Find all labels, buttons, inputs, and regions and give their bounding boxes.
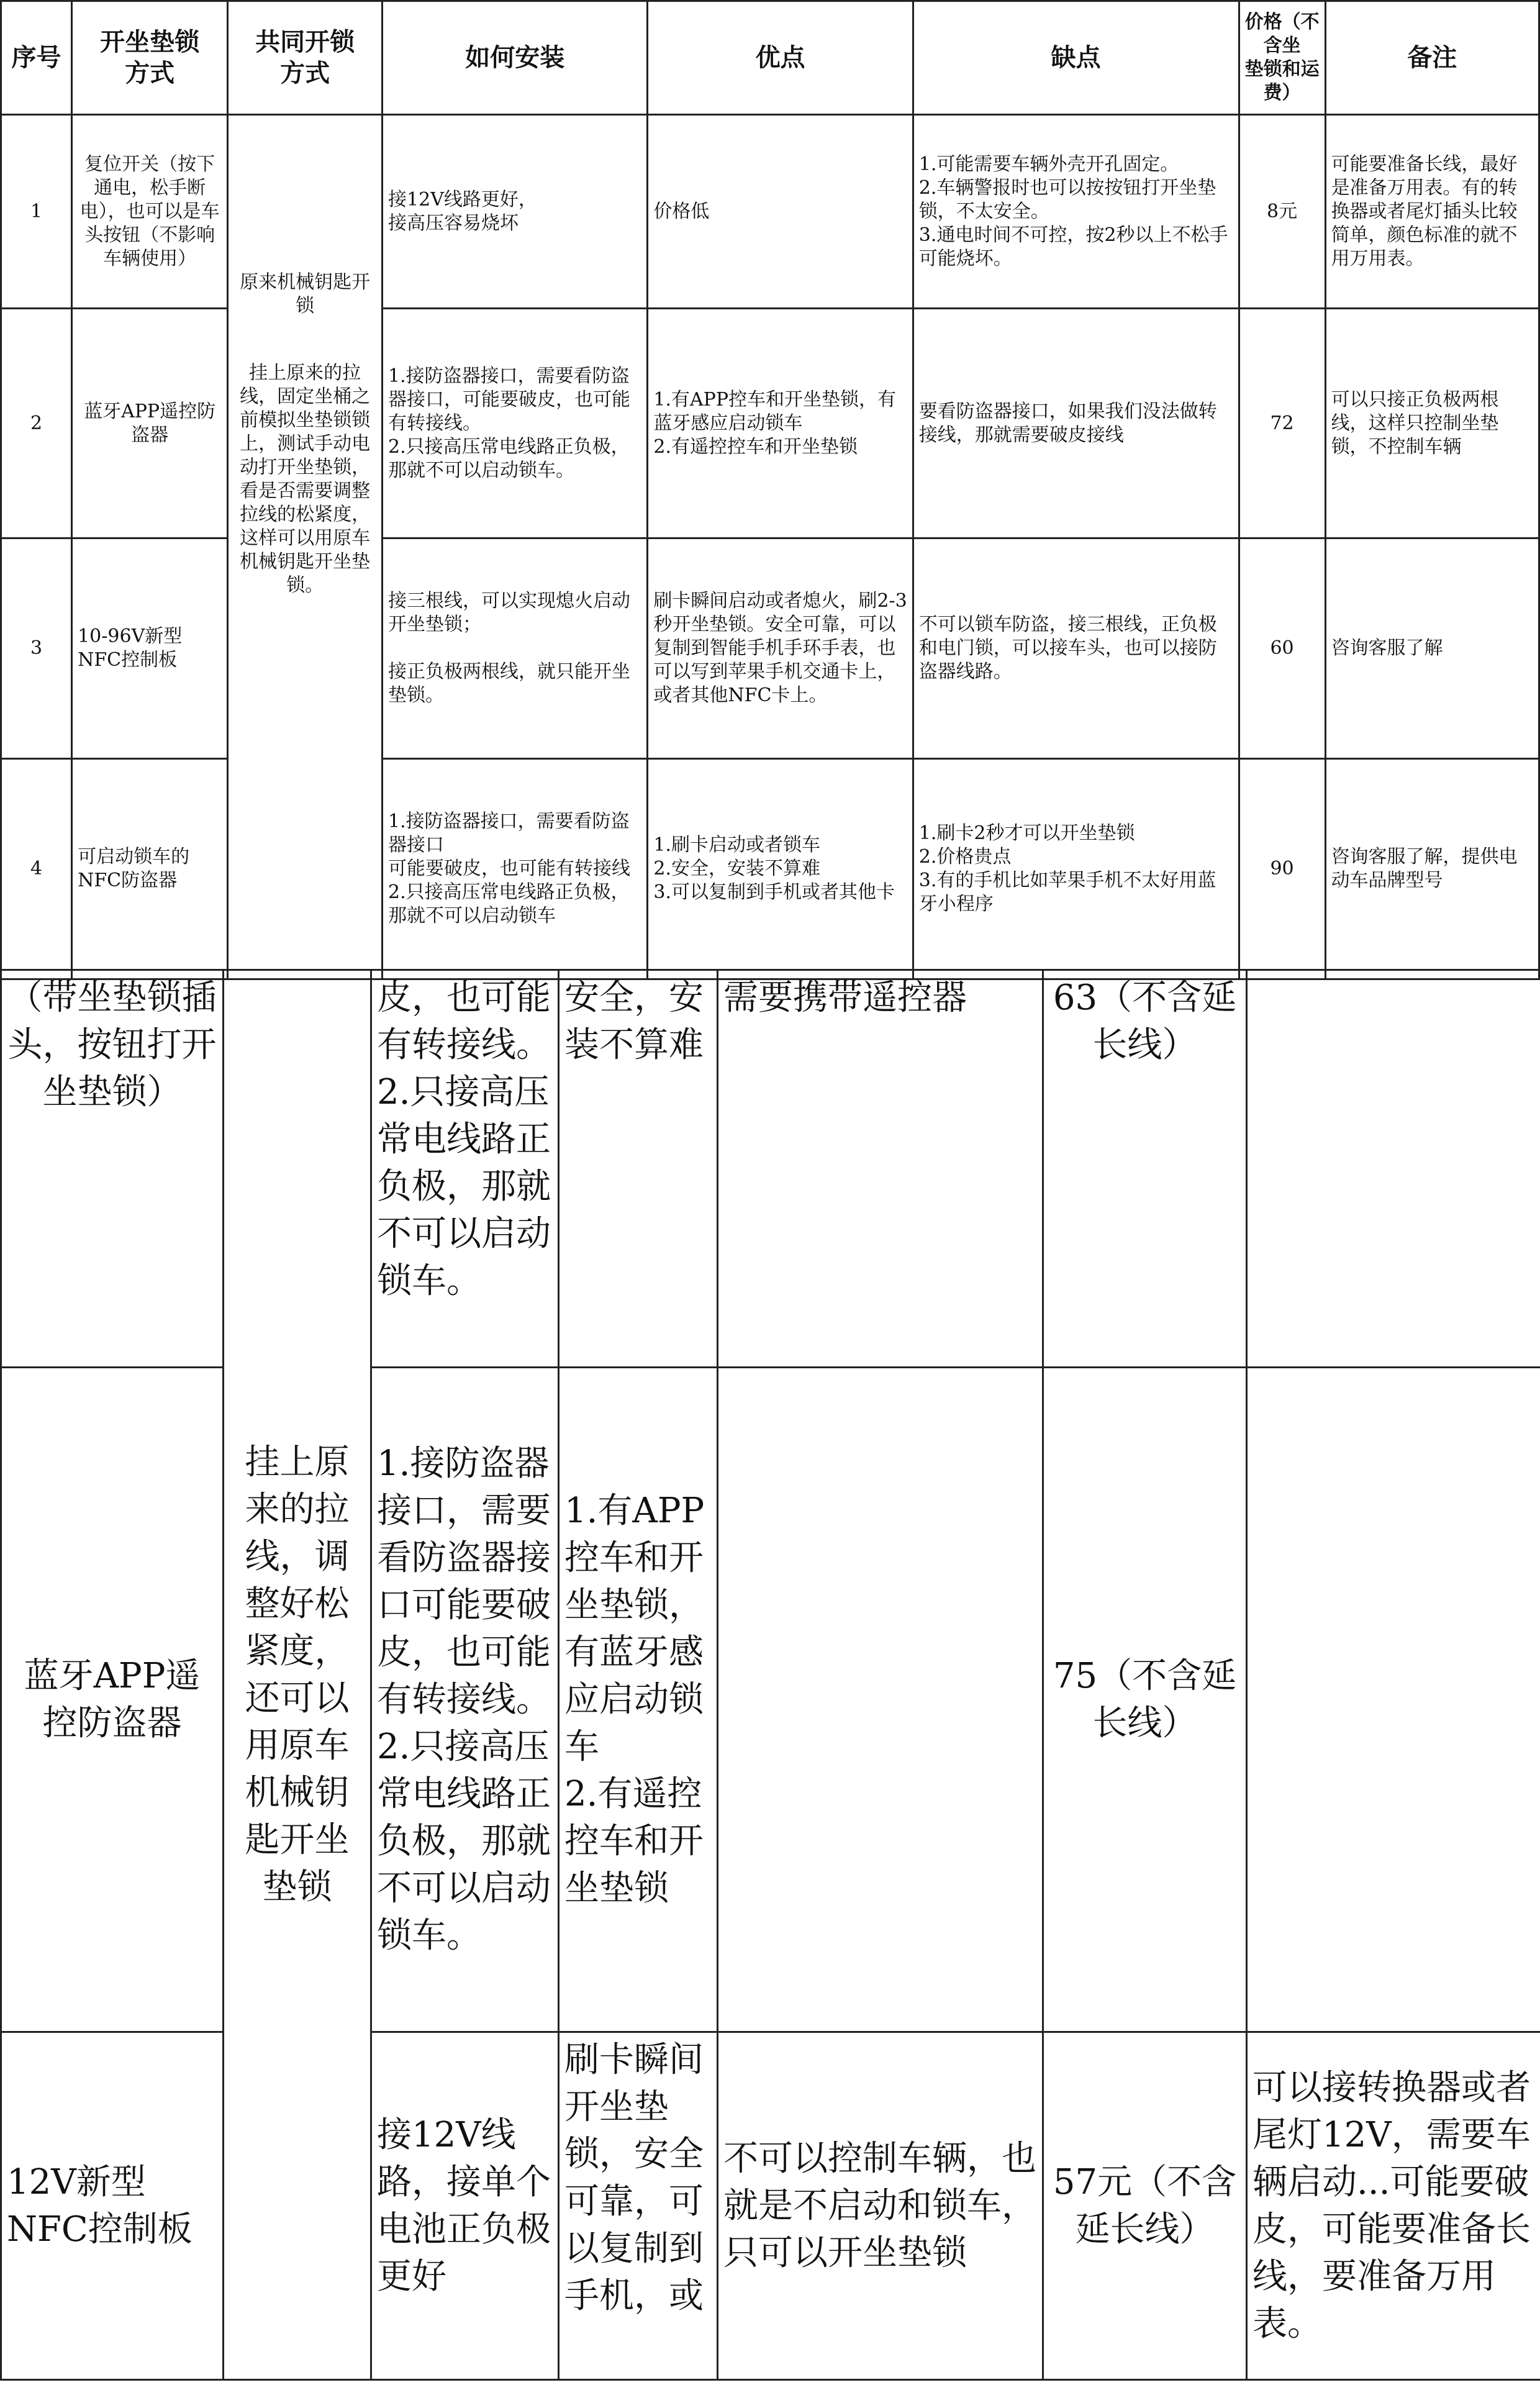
table-row bbox=[1, 970, 1540, 1368]
row-price: 57元（不含延长线） bbox=[1043, 2032, 1247, 2380]
row-no: 4 bbox=[1, 759, 72, 979]
row-no: 1 bbox=[1, 115, 72, 309]
row-cons bbox=[718, 1368, 1043, 2032]
row-cons: 需要携带遥控器 bbox=[718, 970, 1043, 1368]
row-method: 10-96V新型NFC控制板 bbox=[72, 538, 228, 759]
row-note: 可能要准备长线，最好是准备万用表。有的转换器或者尾灯插头比较简单，颜色标准的就不用万用表。 bbox=[1325, 115, 1539, 309]
shared-method-cell bbox=[228, 115, 383, 979]
pricing-table-top bbox=[0, 0, 1540, 980]
row-price: 60 bbox=[1239, 538, 1325, 759]
row-install: 接12V线路更好， 接高压容易烧坏 bbox=[383, 115, 648, 309]
header-install: 如何安装 bbox=[383, 1, 648, 115]
row-install: 1.接防盗器接口，需要看防盗器接口 可能要破皮，也可能有转接线 2.只接高压常电线路正负极，那就不可以启动锁车 bbox=[383, 759, 648, 979]
header-pros: 优点 bbox=[648, 1, 913, 115]
row-no: 2 bbox=[1, 309, 72, 538]
row-cons: 1.刷卡2秒才可以开坐垫锁 2.价格贵点 3.有的手机比如苹果手机不太好用蓝牙小程序 bbox=[913, 759, 1239, 979]
row-install: 1.接防盗器接口，需要看防盗器接口可能要破皮，也可能有转接线。 2.只接高压常电线路正负极，那就不可以启动锁车。 bbox=[371, 1368, 559, 2032]
header-no: 序号 bbox=[1, 1, 72, 115]
row-pros: 1.有APP控车和开坐垫锁，有蓝牙感应启动锁车 2.有遥控控车和开坐垫锁 bbox=[648, 309, 913, 538]
row-pros: 1.刷卡启动或者锁车 2.安全，安装不算难 3.可以复制到手机或者其他卡 bbox=[648, 759, 913, 979]
row-price: 8元 bbox=[1239, 115, 1325, 309]
row-price: 90 bbox=[1239, 759, 1325, 979]
shared-method-cell: 挂上原来的拉线，调整好松紧度，还可以用原车机械钥匙开坐垫锁 bbox=[224, 970, 371, 2380]
row-install: 1.接防盗器接口，需要看防盗器接口，可能要破皮，也可能有转接线。 2.只接高压常电线路正负极，那就不可以启动锁车。 bbox=[383, 309, 648, 538]
row-pros: 安全，安装不算难 bbox=[559, 970, 718, 1368]
header-note: 备注 bbox=[1325, 1, 1539, 115]
pricing-table-bottom bbox=[0, 969, 1540, 2381]
shared-method-text: 挂上原来的拉线，固定坐桶之前模拟坐垫锁锁上，测试手动电动打开坐垫锁，看是否需要调整拉线的松紧度，这样可以用原车机械钥匙开坐垫锁。 bbox=[240, 362, 371, 596]
row-install: 接12V线路，接单个电池正负极更好 bbox=[371, 2032, 559, 2380]
row-method: （带坐垫锁插头，按钮打开坐垫锁） bbox=[1, 970, 224, 1368]
row-method: 12V新型NFC控制板 bbox=[1, 2032, 224, 2380]
row-cons: 要看防盗器接口，如果我们没法做转接线，那就需要破皮接线 bbox=[913, 309, 1239, 538]
row-note: 咨询客服了解，提供电动车品牌型号 bbox=[1325, 759, 1539, 979]
row-note: 可以只接正负极两根线，这样只控制坐垫锁，不控制车辆 bbox=[1325, 309, 1539, 538]
header-row bbox=[1, 1, 1539, 115]
row-cons: 不可以锁车防盗，接三根线，正负极和电门锁，可以接车头，也可以接防盗器线路。 bbox=[913, 538, 1239, 759]
row-pros: 价格低 bbox=[648, 115, 913, 309]
row-price: 75（不含延长线） bbox=[1043, 1368, 1247, 2032]
header-price: 价格（不含坐 垫锁和运费） bbox=[1239, 1, 1325, 115]
row-price: 72 bbox=[1239, 309, 1325, 538]
header-method: 开坐垫锁 方式 bbox=[72, 1, 228, 115]
row-cons: 不可以控制车辆，也就是不启动和锁车，只可以开坐垫锁 bbox=[718, 2032, 1043, 2380]
row-price: 63（不含延长线） bbox=[1043, 970, 1247, 1368]
row-note: 咨询客服了解 bbox=[1325, 538, 1539, 759]
row-method: 复位开关（按下通电，松手断电），也可以是车头按钮（不影响车辆使用） bbox=[72, 115, 228, 309]
shared-method-text: 原来机械钥匙开锁 bbox=[240, 271, 371, 317]
row-no: 3 bbox=[1, 538, 72, 759]
row-pros: 刷卡瞬间开坐垫锁，安全可靠，可以复制到手机，或 bbox=[559, 2032, 718, 2380]
row-pros: 刷卡瞬间启动或者熄火，刷2-3秒开坐垫锁。安全可靠，可以复制到智能手机手环手表，也可以写到苹果手机交通卡上，或者其他NFC卡上。 bbox=[648, 538, 913, 759]
row-note: 可以接转换器或者尾灯12V，需要车辆启动...可能要破皮，可能要准备长线，要准备万用表。 bbox=[1247, 2032, 1540, 2380]
header-cons: 缺点 bbox=[913, 1, 1239, 115]
row-note bbox=[1247, 970, 1540, 1368]
row-install: 皮，也可能有转接线。 2.只接高压常电线路正负极，那就不可以启动锁车。 bbox=[371, 970, 559, 1368]
row-method: 蓝牙APP遥控防盗器 bbox=[1, 1368, 224, 2032]
row-method: 可启动锁车的NFC防盗器 bbox=[72, 759, 228, 979]
row-install: 接三根线，可以实现熄火启动开坐垫锁； 接正负极两根线，就只能开坐垫锁。 bbox=[383, 538, 648, 759]
header-shared: 共同开锁 方式 bbox=[228, 1, 383, 115]
row-method: 蓝牙APP遥控防盗器 bbox=[72, 309, 228, 538]
row-note bbox=[1247, 1368, 1540, 2032]
table-row bbox=[1, 115, 1539, 309]
row-cons: 1.可能需要车辆外壳开孔固定。 2.车辆警报时也可以按按钮打开坐垫锁，不太安全。 3.通电时间不可控，按2秒以上不松手可能烧坏。 bbox=[913, 115, 1239, 309]
row-pros: 1.有APP控车和开坐垫锁，有蓝牙感应启动锁车 2.有遥控控车和开坐垫锁 bbox=[559, 1368, 718, 2032]
